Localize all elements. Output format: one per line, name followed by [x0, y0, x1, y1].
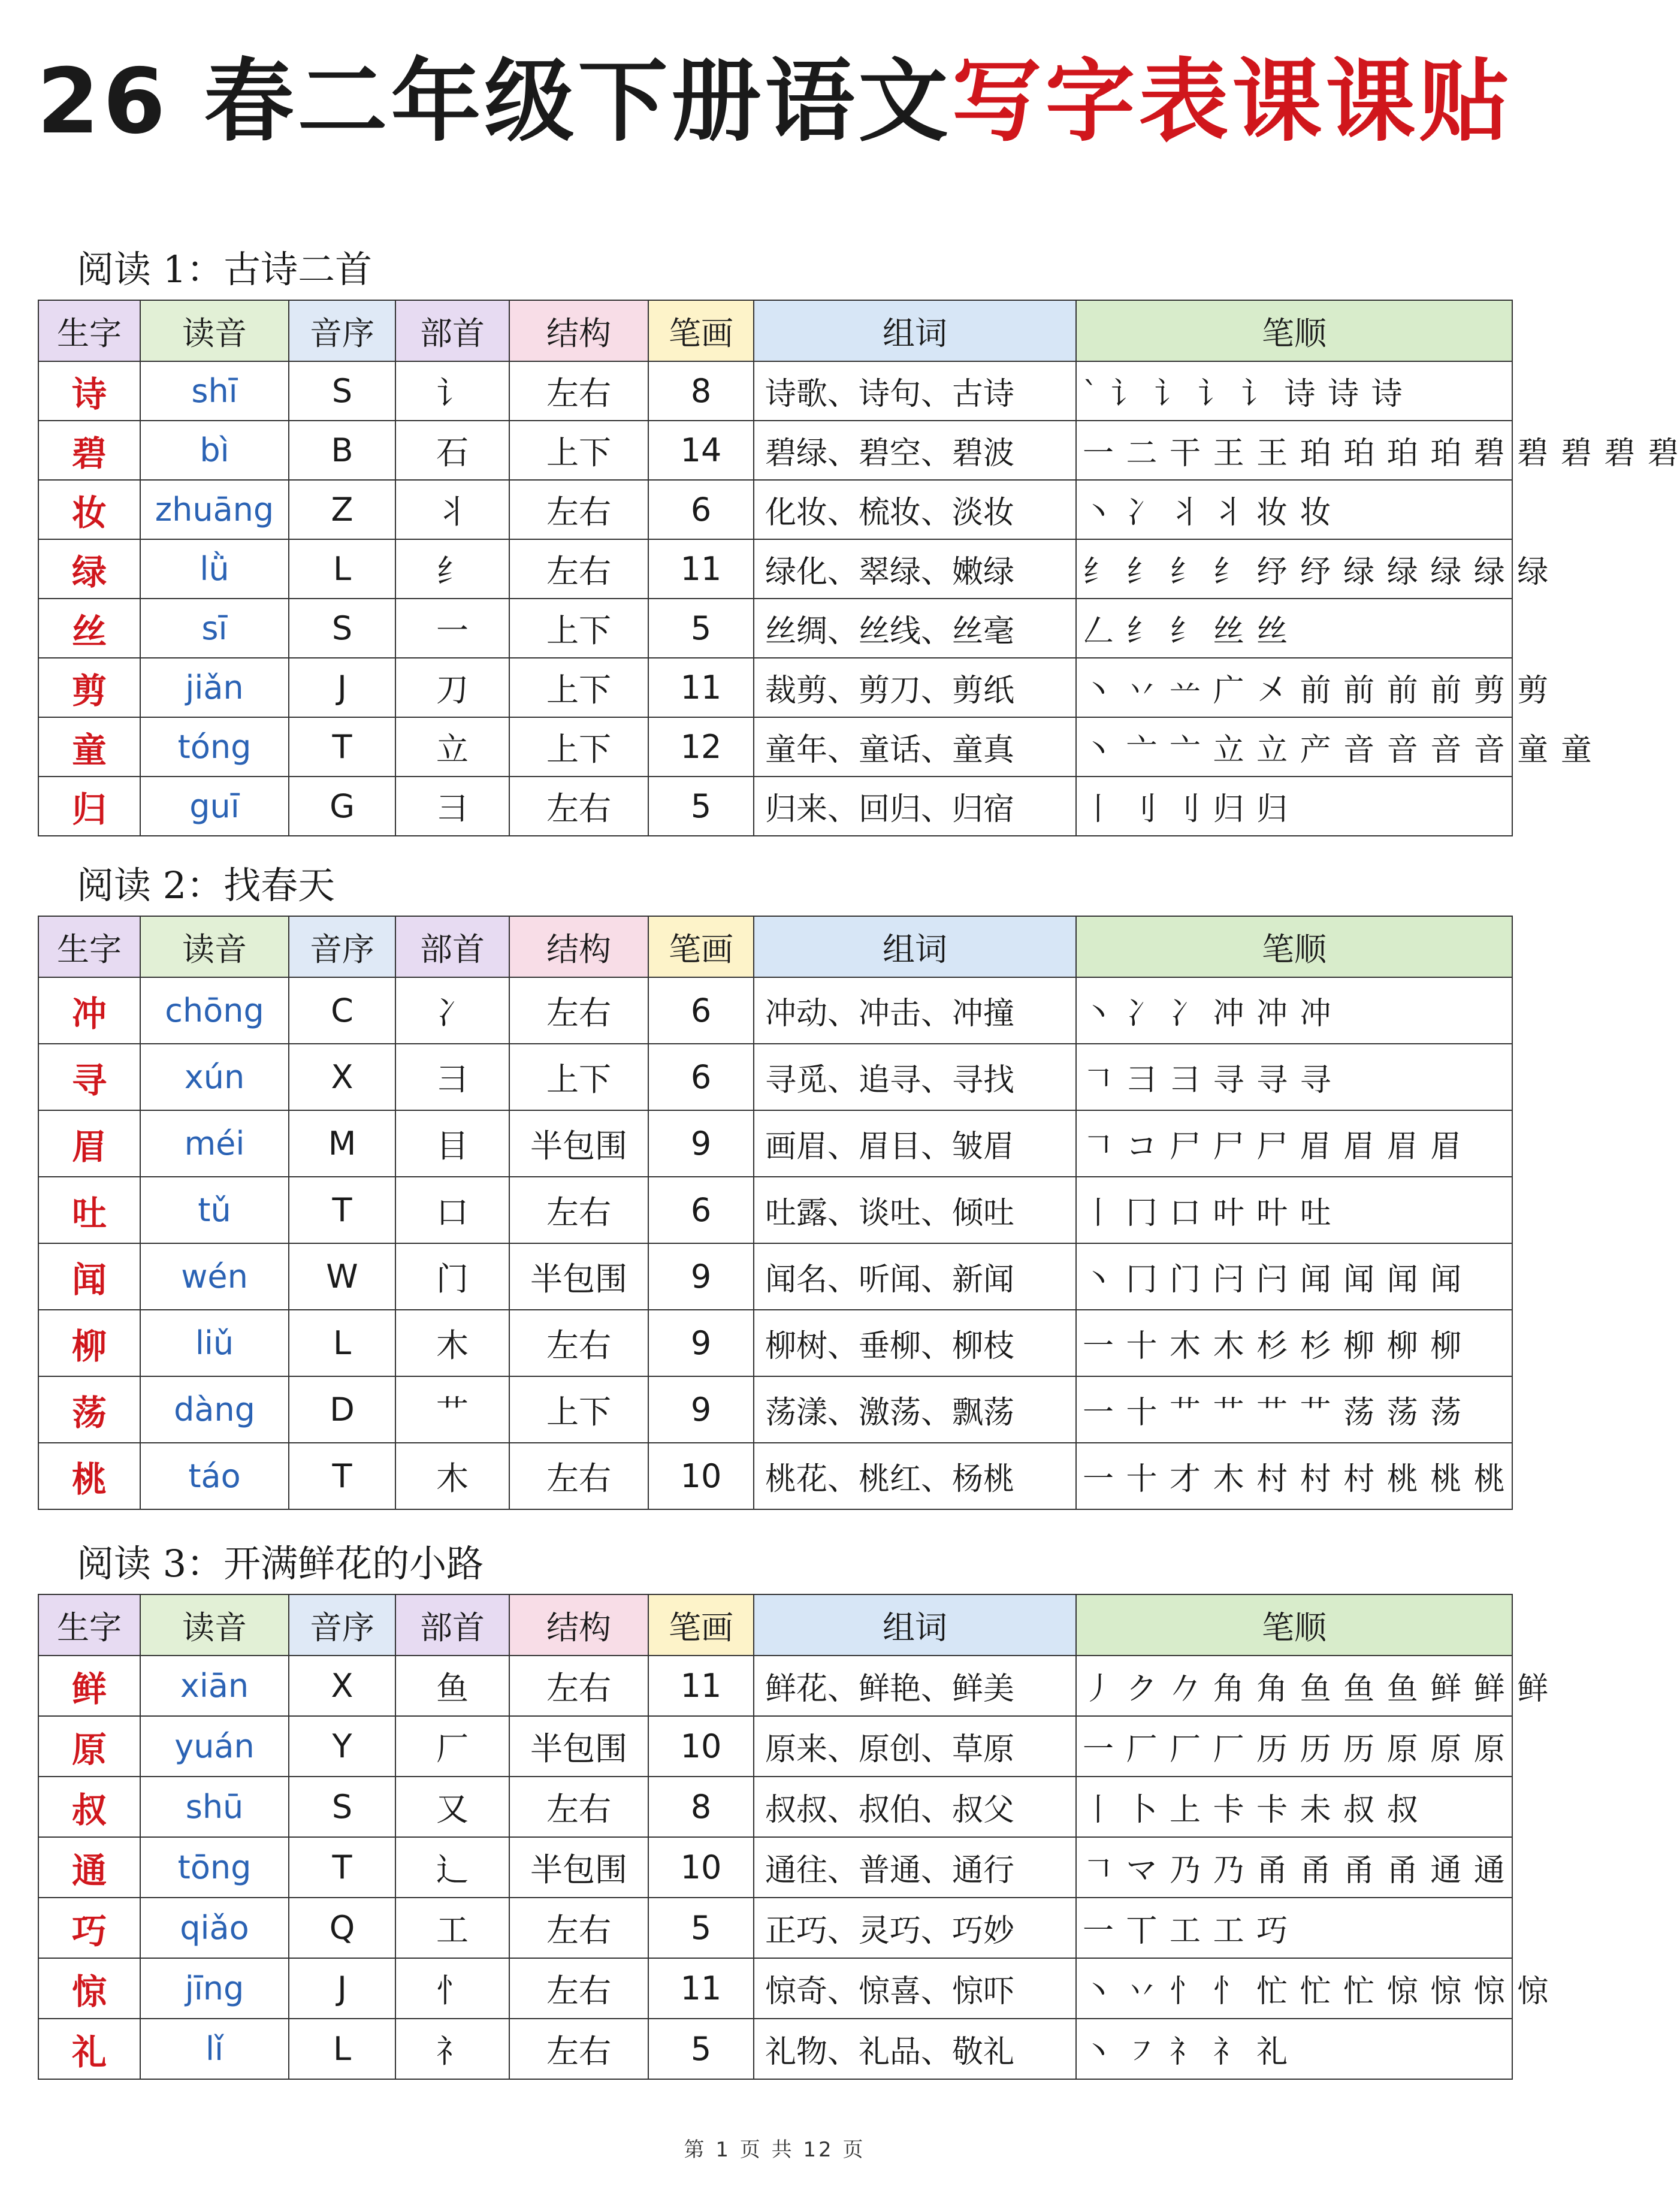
- pinyin-cell: chōng: [140, 977, 289, 1044]
- words-cell: 通往、普通、通行: [754, 1837, 1076, 1898]
- radical-cell: 忄: [395, 1958, 509, 2019]
- header-char: 生字: [38, 916, 140, 977]
- stroke-order-cell: 𠃍 コ 尸 尸 尸 眉 眉 眉 眉: [1076, 1110, 1512, 1177]
- table-row: [38, 1958, 1512, 2019]
- initial-cell: X: [289, 1656, 395, 1716]
- table-row: [38, 2019, 1512, 2079]
- radical-cell: 一: [395, 599, 509, 658]
- table-row: [38, 1177, 1512, 1243]
- header-initial: 音序: [289, 916, 395, 977]
- structure-cell: 左右: [509, 1443, 648, 1509]
- stroke-order-cell: 丿 ク 𠂊 角 角 鱼 鱼 鱼 鲜 鲜 鲜: [1076, 1656, 1512, 1716]
- radical-cell: 纟: [395, 539, 509, 599]
- section-reading-3: [38, 1534, 1550, 2080]
- char-cell: 绿: [38, 539, 140, 599]
- radical-cell: 工: [395, 1898, 509, 1958]
- stroke-count-cell: 9: [648, 1376, 754, 1443]
- stroke-order-cell: 一 二 干 王 王 珀 珀 珀 珀 碧 碧 碧 碧 碧: [1076, 421, 1512, 480]
- char-cell: 碧: [38, 421, 140, 480]
- stroke-count-cell: 11: [648, 1958, 754, 2019]
- radical-cell: 石: [395, 421, 509, 480]
- header-pinyin: 读音: [140, 300, 289, 361]
- stroke-count-cell: 11: [648, 1656, 754, 1716]
- header-initial: 音序: [289, 300, 395, 361]
- pinyin-cell: tǔ: [140, 1177, 289, 1243]
- pinyin-cell: yuán: [140, 1716, 289, 1777]
- structure-cell: 左右: [509, 1898, 648, 1958]
- char-cell: 闻: [38, 1243, 140, 1310]
- table-row: [38, 1777, 1512, 1837]
- initial-cell: C: [289, 977, 395, 1044]
- pinyin-cell: jiǎn: [140, 658, 289, 717]
- section-title: 阅读 3：开满鲜花的小路: [77, 1542, 484, 1585]
- header-row: [38, 1594, 1512, 1656]
- words-cell: 寻觅、追寻、寻找: [754, 1044, 1076, 1110]
- structure-cell: 左右: [509, 777, 648, 836]
- char-cell: 冲: [38, 977, 140, 1044]
- structure-cell: 左右: [509, 539, 648, 599]
- section-title: 阅读 2：找春天: [77, 863, 336, 907]
- radical-cell: 口: [395, 1177, 509, 1243]
- pinyin-cell: guī: [140, 777, 289, 836]
- header-strokes: 笔画: [648, 1594, 754, 1656]
- char-cell: 童: [38, 717, 140, 777]
- structure-cell: 半包围: [509, 1837, 648, 1898]
- words-cell: 鲜花、鲜艳、鲜美: [754, 1656, 1076, 1716]
- header-pinyin: 读音: [140, 1594, 289, 1656]
- stroke-count-cell: 6: [648, 480, 754, 539]
- words-cell: 桃花、桃红、杨桃: [754, 1443, 1076, 1509]
- initial-cell: S: [289, 599, 395, 658]
- initial-cell: S: [289, 1777, 395, 1837]
- structure-cell: 上下: [509, 658, 648, 717]
- stroke-order-cell: 丶 丷 䒑 广 㐅 前 前 前 前 剪 剪: [1076, 658, 1512, 717]
- stroke-count-cell: 12: [648, 717, 754, 777]
- header-structure: 结构: [509, 1594, 648, 1656]
- stroke-count-cell: 8: [648, 1777, 754, 1837]
- char-cell: 妆: [38, 480, 140, 539]
- words-cell: 化妆、梳妆、淡妆: [754, 480, 1076, 539]
- pinyin-cell: tōng: [140, 1837, 289, 1898]
- words-cell: 吐露、谈吐、倾吐: [754, 1177, 1076, 1243]
- char-cell: 鲜: [38, 1656, 140, 1716]
- char-cell: 吐: [38, 1177, 140, 1243]
- stroke-order-cell: 一 丅 工 工 巧: [1076, 1898, 1512, 1958]
- char-cell: 诗: [38, 361, 140, 421]
- radical-cell: 冫: [395, 977, 509, 1044]
- header-radical: 部首: [395, 1594, 509, 1656]
- header-words: 组词: [754, 300, 1076, 361]
- structure-cell: 左右: [509, 1656, 648, 1716]
- header-row: [38, 916, 1512, 977]
- words-cell: 诗歌、诗句、古诗: [754, 361, 1076, 421]
- stroke-order-cell: 丨 冂 口 叶 叶 吐: [1076, 1177, 1512, 1243]
- stroke-order-cell: 丶 ㇇ 礻 礻 礼: [1076, 2019, 1512, 2079]
- table-row: [38, 539, 1512, 599]
- initial-cell: T: [289, 1177, 395, 1243]
- stroke-count-cell: 6: [648, 977, 754, 1044]
- initial-cell: L: [289, 2019, 395, 2079]
- words-cell: 柳树、垂柳、柳枝: [754, 1310, 1076, 1376]
- structure-cell: 半包围: [509, 1110, 648, 1177]
- initial-cell: Q: [289, 1898, 395, 1958]
- table-row: [38, 1243, 1512, 1310]
- header-radical: 部首: [395, 916, 509, 977]
- stroke-count-cell: 11: [648, 658, 754, 717]
- char-cell: 丝: [38, 599, 140, 658]
- words-cell: 叔叔、叔伯、叔父: [754, 1777, 1076, 1837]
- words-cell: 礼物、礼品、敬礼: [754, 2019, 1076, 2079]
- stroke-count-cell: 10: [648, 1443, 754, 1509]
- radical-cell: 礻: [395, 2019, 509, 2079]
- stroke-order-cell: 丶 丷 忄 忄 忙 忙 忙 惊 惊 惊 惊: [1076, 1958, 1512, 2019]
- char-cell: 归: [38, 777, 140, 836]
- structure-cell: 半包围: [509, 1243, 648, 1310]
- radical-cell: 讠: [395, 361, 509, 421]
- stroke-order-cell: 丶 冫 丬 丬 妆 妆: [1076, 480, 1512, 539]
- initial-cell: J: [289, 658, 395, 717]
- structure-cell: 左右: [509, 2019, 648, 2079]
- stroke-order-cell: 丨 卜 上 卡 卡 未 叔 叔: [1076, 1777, 1512, 1837]
- header-structure: 结构: [509, 300, 648, 361]
- char-cell: 剪: [38, 658, 140, 717]
- stroke-count-cell: 10: [648, 1837, 754, 1898]
- table-row: [38, 1044, 1512, 1110]
- pinyin-cell: shī: [140, 361, 289, 421]
- radical-cell: 辶: [395, 1837, 509, 1898]
- radical-cell: 木: [395, 1310, 509, 1376]
- initial-cell: B: [289, 421, 395, 480]
- stroke-order-cell: 𠃍 彐 彐 寻 寻 寻: [1076, 1044, 1512, 1110]
- structure-cell: 上下: [509, 1376, 648, 1443]
- structure-cell: 左右: [509, 1310, 648, 1376]
- initial-cell: T: [289, 717, 395, 777]
- structure-cell: 左右: [509, 1958, 648, 2019]
- section-reading-1: [38, 240, 1680, 836]
- header-pinyin: 读音: [140, 916, 289, 977]
- initial-cell: T: [289, 1443, 395, 1509]
- pinyin-cell: shū: [140, 1777, 289, 1837]
- initial-cell: L: [289, 1310, 395, 1376]
- stroke-order-cell: 丶 亠 亠 立 立 产 音 音 音 音 童 童: [1076, 717, 1512, 777]
- table-row: [38, 1837, 1512, 1898]
- radical-cell: 木: [395, 1443, 509, 1509]
- char-cell: 叔: [38, 1777, 140, 1837]
- character-table: [38, 916, 1513, 1510]
- structure-cell: 上下: [509, 717, 648, 777]
- structure-cell: 上下: [509, 421, 648, 480]
- page-footer: 第 1 页 共 12 页: [684, 2138, 866, 2162]
- char-cell: 桃: [38, 1443, 140, 1509]
- char-cell: 眉: [38, 1110, 140, 1177]
- pinyin-cell: lǐ: [140, 2019, 289, 2079]
- radical-cell: 艹: [395, 1376, 509, 1443]
- header-row: [38, 300, 1512, 361]
- words-cell: 归来、回归、归宿: [754, 777, 1076, 836]
- char-cell: 寻: [38, 1044, 140, 1110]
- table-row: [38, 1310, 1512, 1376]
- char-cell: 柳: [38, 1310, 140, 1376]
- stroke-order-cell: 一 十 才 木 村 村 村 桃 桃 桃: [1076, 1443, 1512, 1509]
- stroke-count-cell: 5: [648, 599, 754, 658]
- header-words: 组词: [754, 1594, 1076, 1656]
- table-row: [38, 658, 1512, 717]
- stroke-count-cell: 8: [648, 361, 754, 421]
- pinyin-cell: xiān: [140, 1656, 289, 1716]
- pinyin-cell: bì: [140, 421, 289, 480]
- pinyin-cell: sī: [140, 599, 289, 658]
- stroke-count-cell: 5: [648, 777, 754, 836]
- stroke-order-cell: 丶 冂 门 闩 闩 闻 闻 闻 闻: [1076, 1243, 1512, 1310]
- radical-cell: 丬: [395, 480, 509, 539]
- character-table: [38, 300, 1680, 836]
- table-row: [38, 599, 1512, 658]
- words-cell: 碧绿、碧空、碧波: [754, 421, 1076, 480]
- header-char: 生字: [38, 300, 140, 361]
- stroke-order-cell: ` 讠 讠 讠 讠 诗 诗 诗: [1076, 361, 1512, 421]
- header-strokes: 笔画: [648, 300, 754, 361]
- stroke-order-cell: 丨 刂 刂 归 归: [1076, 777, 1512, 836]
- structure-cell: 上下: [509, 1044, 648, 1110]
- stroke-count-cell: 9: [648, 1243, 754, 1310]
- table-row: [38, 717, 1512, 777]
- stroke-order-cell: 一 厂 厂 厂 历 历 历 原 原 原: [1076, 1716, 1512, 1777]
- char-cell: 通: [38, 1837, 140, 1898]
- table-row: [38, 1376, 1512, 1443]
- section-title: 阅读 1：古诗二首: [77, 247, 373, 291]
- stroke-count-cell: 6: [648, 1177, 754, 1243]
- header-stroke-order: 笔顺: [1076, 916, 1512, 977]
- header-stroke-order: 笔顺: [1076, 300, 1512, 361]
- char-cell: 巧: [38, 1898, 140, 1958]
- initial-cell: Y: [289, 1716, 395, 1777]
- radical-cell: 目: [395, 1110, 509, 1177]
- structure-cell: 上下: [509, 599, 648, 658]
- header-stroke-order: 笔顺: [1076, 1594, 1512, 1656]
- initial-cell: Z: [289, 480, 395, 539]
- header-initial: 音序: [289, 1594, 395, 1656]
- stroke-order-cell: 丶 冫 冫 冲 冲 冲: [1076, 977, 1512, 1044]
- stroke-order-cell: 纟 纟 纟 纟 纾 纾 绿 绿 绿 绿 绿: [1076, 539, 1512, 599]
- pinyin-cell: zhuāng: [140, 480, 289, 539]
- table-row: [38, 1443, 1512, 1509]
- stroke-order-cell: 𠃍 マ 乃 乃 甬 甬 甬 甬 通 通: [1076, 1837, 1512, 1898]
- initial-cell: T: [289, 1837, 395, 1898]
- table-row: [38, 1110, 1512, 1177]
- table-row: [38, 421, 1512, 480]
- initial-cell: L: [289, 539, 395, 599]
- header-strokes: 笔画: [648, 916, 754, 977]
- header-words: 组词: [754, 916, 1076, 977]
- initial-cell: M: [289, 1110, 395, 1177]
- stroke-count-cell: 9: [648, 1310, 754, 1376]
- structure-cell: 左右: [509, 480, 648, 539]
- char-cell: 惊: [38, 1958, 140, 2019]
- header-structure: 结构: [509, 916, 648, 977]
- stroke-count-cell: 6: [648, 1044, 754, 1110]
- header-char: 生字: [38, 1594, 140, 1656]
- radical-cell: 彐: [395, 1044, 509, 1110]
- radical-cell: 刀: [395, 658, 509, 717]
- structure-cell: 半包围: [509, 1716, 648, 1777]
- char-cell: 荡: [38, 1376, 140, 1443]
- title-black: 26 春二年级下册语文: [37, 50, 952, 154]
- radical-cell: 鱼: [395, 1656, 509, 1716]
- radical-cell: 彐: [395, 777, 509, 836]
- words-cell: 绿化、翠绿、嫩绿: [754, 539, 1076, 599]
- initial-cell: J: [289, 1958, 395, 2019]
- initial-cell: W: [289, 1243, 395, 1310]
- table-row: [38, 777, 1512, 836]
- character-table: [38, 1594, 1550, 2080]
- header-radical: 部首: [395, 300, 509, 361]
- initial-cell: D: [289, 1376, 395, 1443]
- radical-cell: 又: [395, 1777, 509, 1837]
- structure-cell: 左右: [509, 1177, 648, 1243]
- table-row: [38, 480, 1512, 539]
- pinyin-cell: liǔ: [140, 1310, 289, 1376]
- stroke-count-cell: 5: [648, 2019, 754, 2079]
- words-cell: 冲动、冲击、冲撞: [754, 977, 1076, 1044]
- stroke-order-cell: 一 十 木 木 杉 杉 柳 柳 柳: [1076, 1310, 1512, 1376]
- words-cell: 闻名、听闻、新闻: [754, 1243, 1076, 1310]
- words-cell: 丝绸、丝线、丝毫: [754, 599, 1076, 658]
- pinyin-cell: tóng: [140, 717, 289, 777]
- pinyin-cell: qiǎo: [140, 1898, 289, 1958]
- page-title: [0, 42, 1549, 162]
- initial-cell: S: [289, 361, 395, 421]
- stroke-count-cell: 9: [648, 1110, 754, 1177]
- pinyin-cell: jīng: [140, 1958, 289, 2019]
- structure-cell: 左右: [509, 977, 648, 1044]
- stroke-count-cell: 10: [648, 1716, 754, 1777]
- title-red: 写字表课课贴: [951, 50, 1513, 154]
- table-row: [38, 361, 1512, 421]
- stroke-count-cell: 5: [648, 1898, 754, 1958]
- words-cell: 原来、原创、草原: [754, 1716, 1076, 1777]
- words-cell: 童年、童话、童真: [754, 717, 1076, 777]
- pinyin-cell: táo: [140, 1443, 289, 1509]
- initial-cell: X: [289, 1044, 395, 1110]
- structure-cell: 左右: [509, 361, 648, 421]
- stroke-count-cell: 14: [648, 421, 754, 480]
- initial-cell: G: [289, 777, 395, 836]
- pinyin-cell: méi: [140, 1110, 289, 1177]
- pinyin-cell: lǜ: [140, 539, 289, 599]
- words-cell: 惊奇、惊喜、惊吓: [754, 1958, 1076, 2019]
- words-cell: 正巧、灵巧、巧妙: [754, 1898, 1076, 1958]
- words-cell: 画眉、眉目、皱眉: [754, 1110, 1076, 1177]
- pinyin-cell: dàng: [140, 1376, 289, 1443]
- radical-cell: 立: [395, 717, 509, 777]
- table-row: [38, 1716, 1512, 1777]
- char-cell: 礼: [38, 2019, 140, 2079]
- words-cell: 荡漾、激荡、飘荡: [754, 1376, 1076, 1443]
- stroke-order-cell: 𠃋 纟 纟 丝 丝: [1076, 599, 1512, 658]
- words-cell: 裁剪、剪刀、剪纸: [754, 658, 1076, 717]
- pinyin-cell: xún: [140, 1044, 289, 1110]
- radical-cell: 门: [395, 1243, 509, 1310]
- char-cell: 原: [38, 1716, 140, 1777]
- radical-cell: 厂: [395, 1716, 509, 1777]
- structure-cell: 左右: [509, 1777, 648, 1837]
- stroke-count-cell: 11: [648, 539, 754, 599]
- table-row: [38, 1656, 1512, 1716]
- stroke-order-cell: 一 十 艹 艹 艹 艹 荡 荡 荡: [1076, 1376, 1512, 1443]
- pinyin-cell: wén: [140, 1243, 289, 1310]
- section-reading-2: [38, 856, 1512, 1510]
- table-row: [38, 977, 1512, 1044]
- table-row: [38, 1898, 1512, 1958]
